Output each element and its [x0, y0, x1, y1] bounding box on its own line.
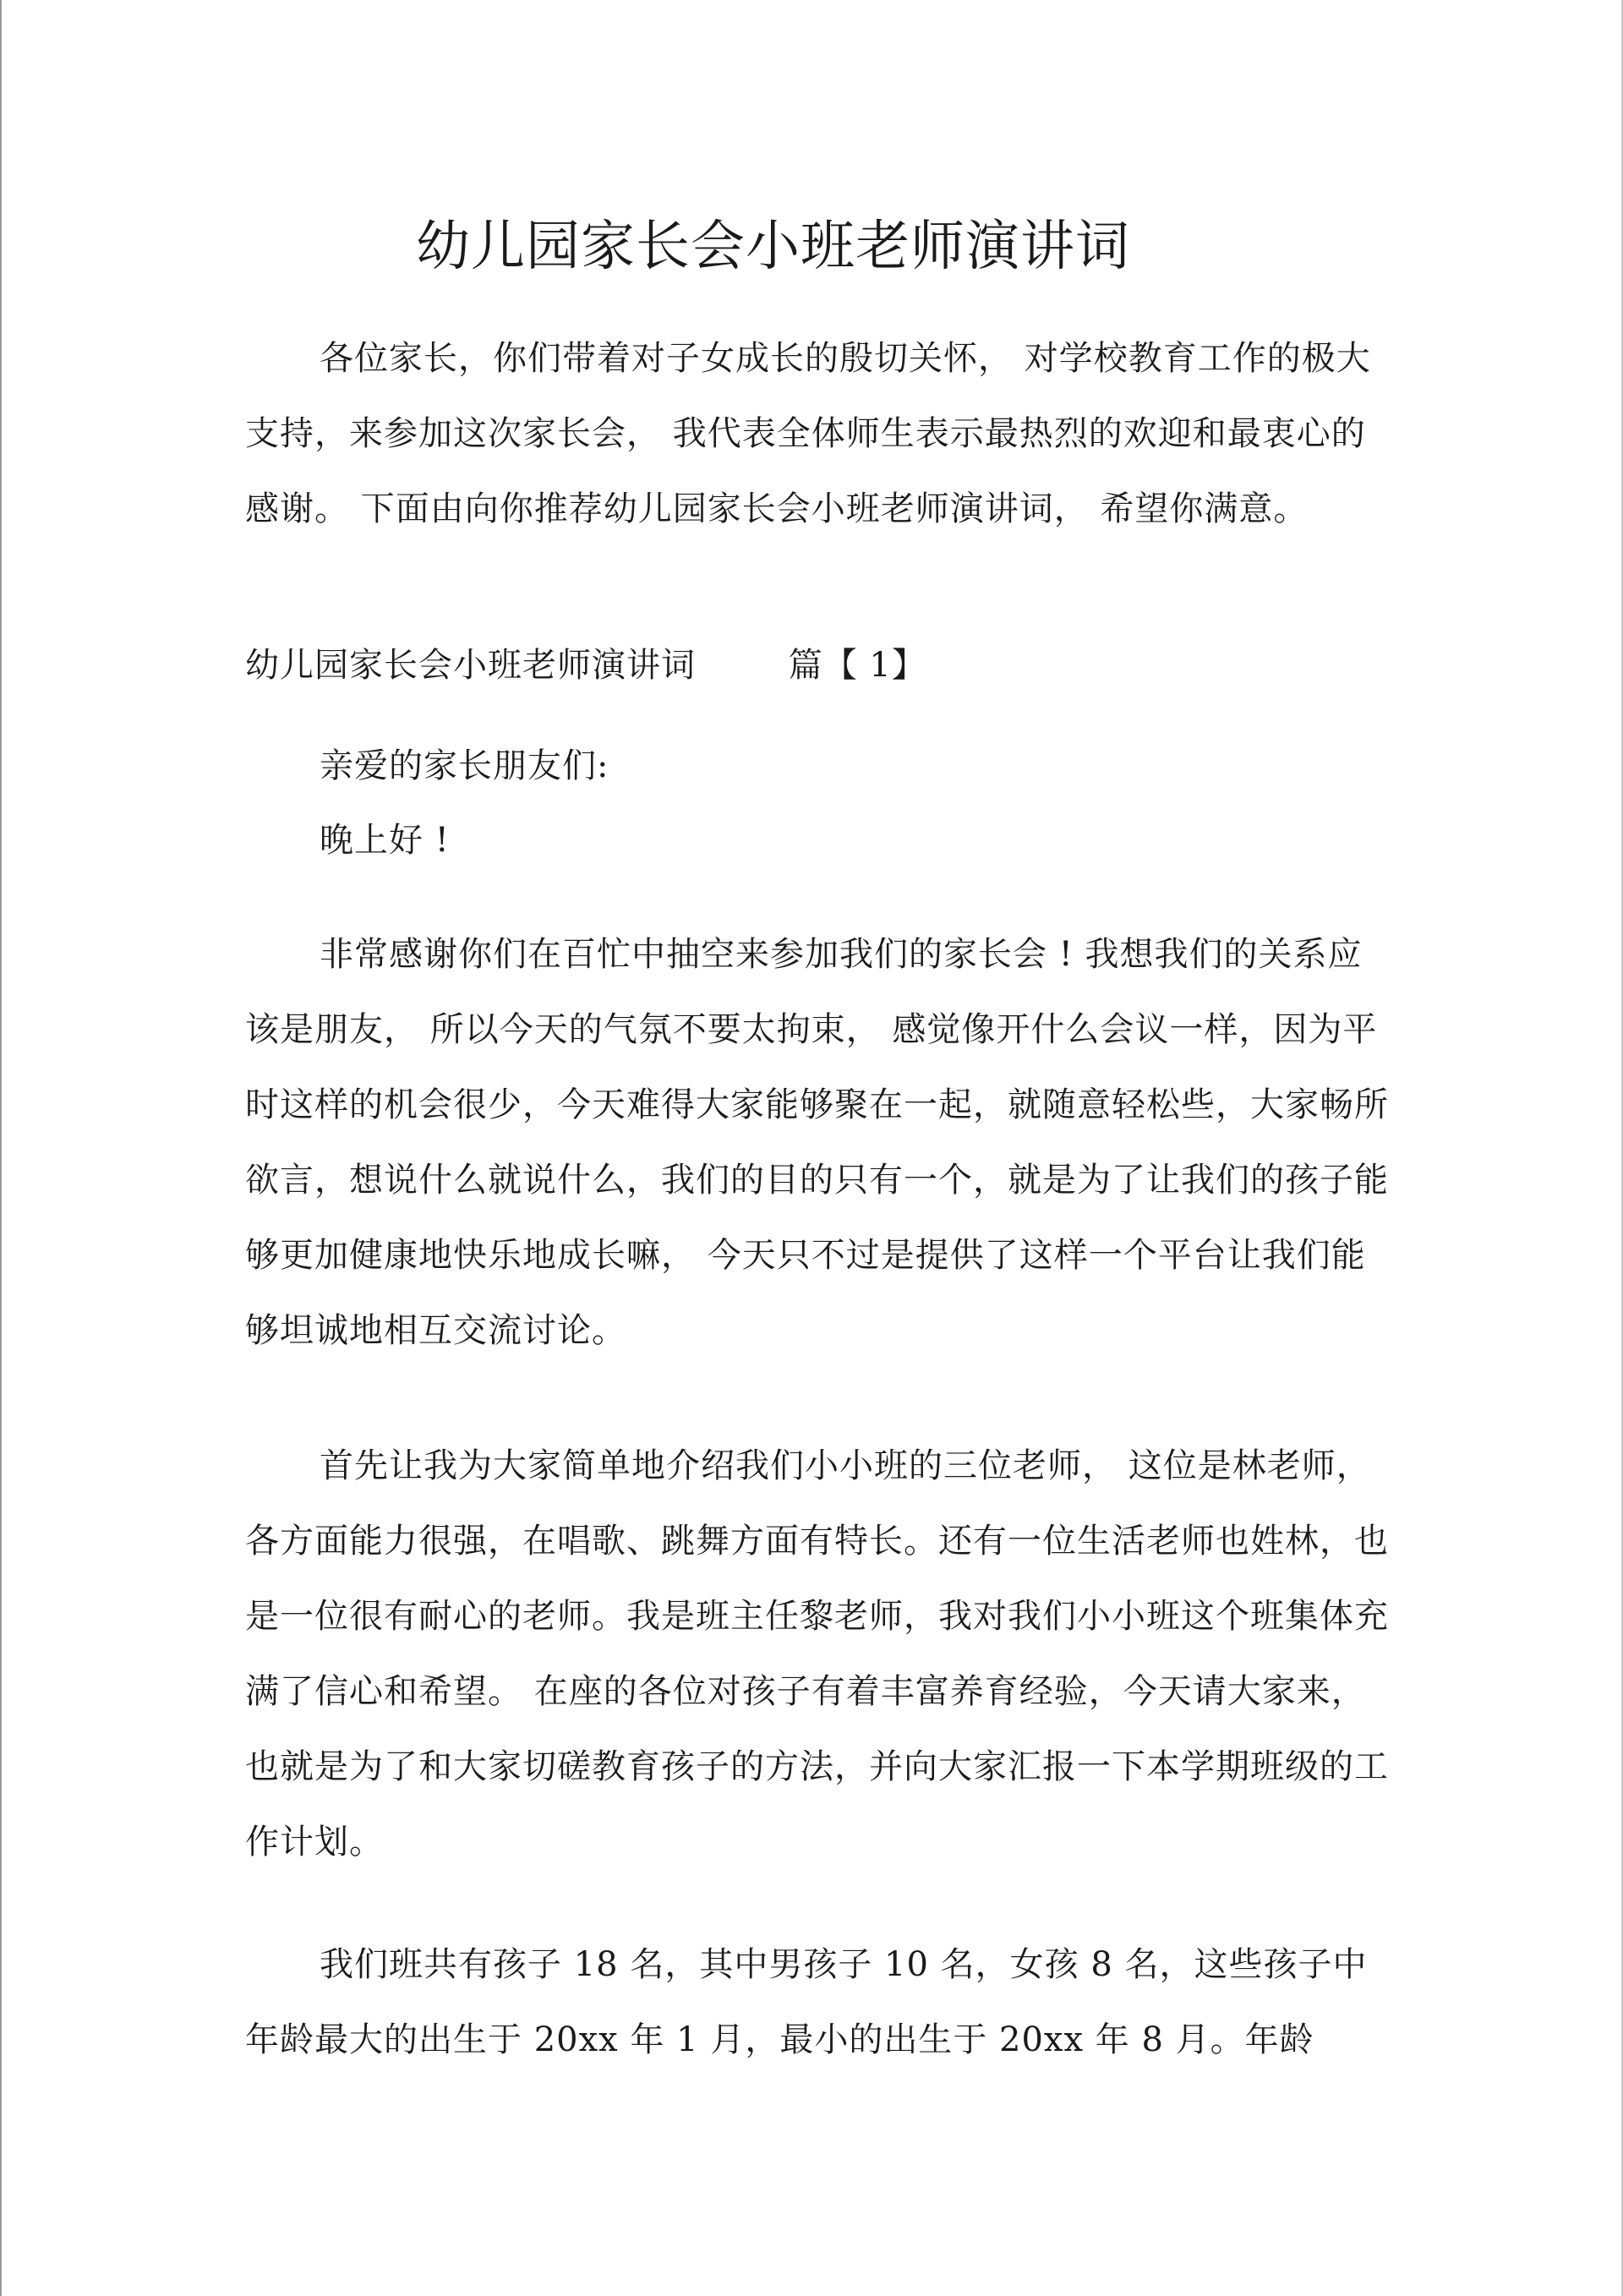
intro-paragraph: 各位家长，你们带着对子女成长的殷切关怀， 对学校教育工作的极大支持，来参加这次家长会， 我代表全体师生表示最热烈的欢迎和最衷心的感谢。 下面由向你推荐幼儿园家长会小班老师演讲词， 希望你满意。	[245, 339, 1371, 528]
document-title: 幼儿园家长会小班老师演讲词	[416, 216, 1130, 278]
greeting-block-1	[245, 729, 1395, 804]
section-heading-block	[245, 628, 1395, 703]
paragraph-block-1	[245, 917, 1395, 1369]
body-paragraph-2: 首先让我为大家简单地介绍我们小小班的三位老师， 这位是林老师，各方面能力很强，在唱歌、跳舞方面有特长。还有一位生活老师也姓林，也是一位很有耐心的老师。我是班主任黎老师，我对我们小小班这个班集体充满了信心和希望。 在座的各位对孩子有着丰富养育经验，今天请大家来，也就是为了和大家切磋教育孩子的方法，并向大家汇报一下本学期班级的工作计划。	[245, 1446, 1389, 1861]
page-left-edge	[0, 0, 2, 2296]
body-paragraph-3: 我们班共有孩子 18 名，其中男孩子 10 名，女孩 8 名，这些孩子中年龄最大的出生于 20xx 年 1 月，最小的出生于 20xx 年 8 月。年龄	[245, 1945, 1368, 2059]
intro-paragraph-block	[245, 321, 1395, 547]
paragraph-block-3	[245, 1927, 1395, 2078]
greeting-salutation: 亲爱的家长朋友们:	[320, 746, 609, 785]
section-heading: 幼儿园家长会小班老师演讲词 篇【 1】	[245, 646, 926, 685]
body-paragraph-1: 非常感谢你们在百忙中抽空来参加我们的家长会 ! 我想我们的关系应该是朋友， 所以今天的气氛不要太拘束， 感觉像开什么会议一样，因为平时这样的机会很少，今天难得大家能够聚在一起，就随意轻松些，大家畅所欲言，想说什么就说什么，我们的目的只有一个，就是为了让我们的孩子能够更加健康地快乐地成长嘛， 今天只不过是提供了这样一个平台让我们能够坦诚地相互交流讨论。	[245, 935, 1389, 1350]
paragraph-block-2	[245, 1429, 1395, 1880]
greeting-evening: 晚上好 !	[320, 821, 450, 860]
greeting-block-2	[245, 803, 1395, 878]
